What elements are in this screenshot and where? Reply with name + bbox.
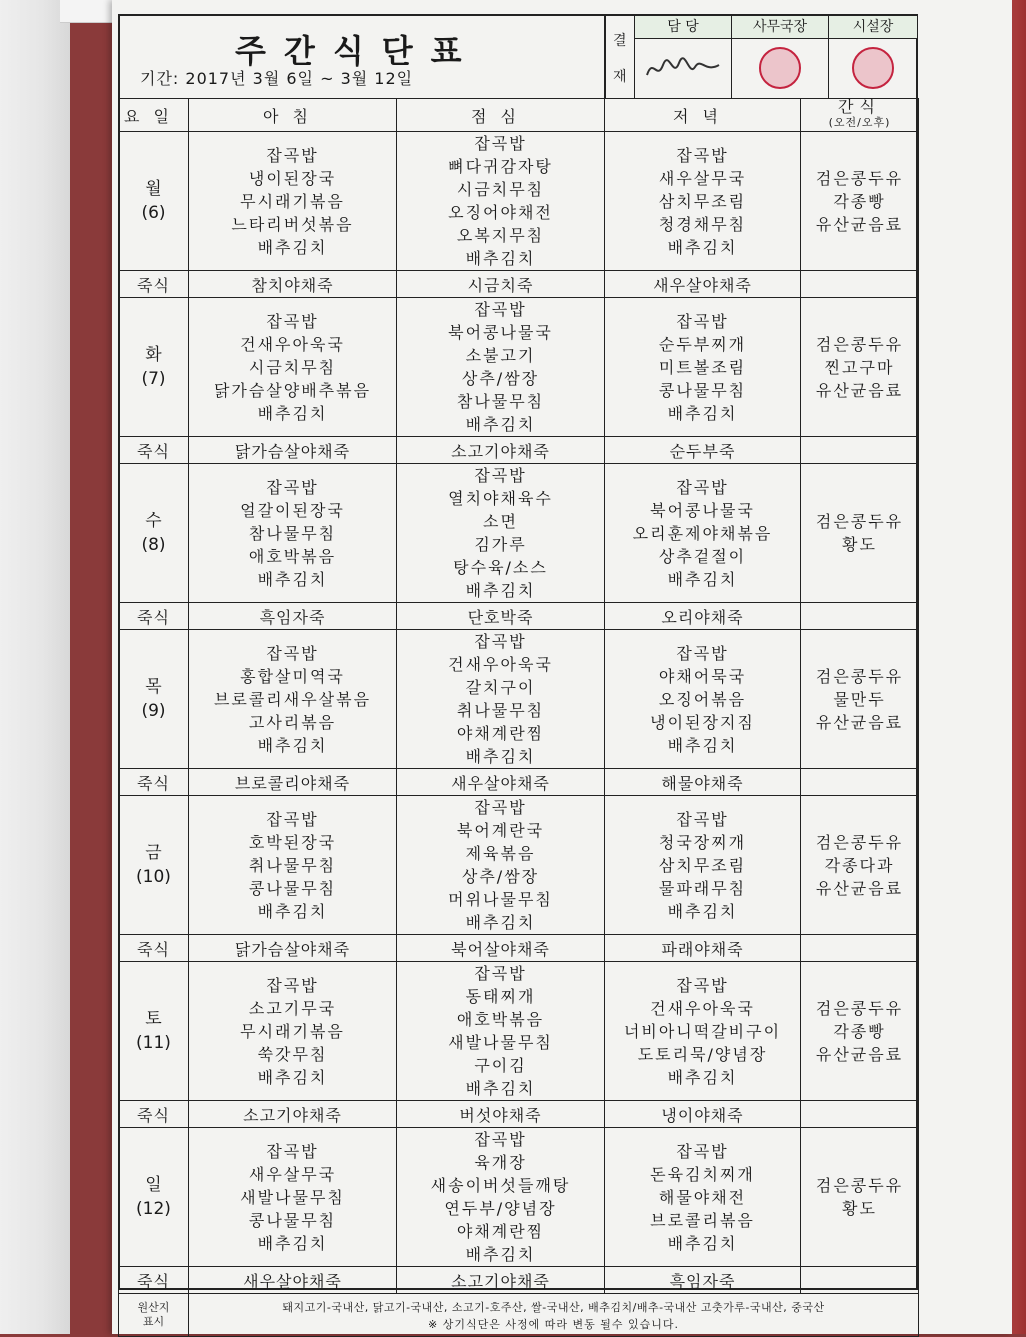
menu-item: 찐고구마	[824, 357, 895, 377]
menu-item: 야채계란찜	[456, 1222, 545, 1241]
porridge-dinner: 오리야채죽	[605, 603, 801, 630]
menu-item: 잡곡밥	[676, 643, 729, 663]
approval-col-head	[829, 16, 917, 98]
menu-item: 상추/쌈장	[461, 369, 540, 388]
porridge-lunch: 단호박죽	[397, 603, 605, 630]
day-row	[119, 796, 919, 935]
dinner-cell	[605, 962, 801, 1101]
porridge-label: 죽식	[119, 769, 189, 796]
menu-item: 각종빵	[833, 191, 886, 211]
menu-item: 잡곡밥	[266, 1141, 319, 1161]
day-row	[119, 630, 919, 769]
menu-item: 삼치무조림	[658, 855, 747, 875]
header-day: 요일	[119, 99, 189, 132]
menu-item: 시금치무침	[248, 357, 337, 377]
lunch-cell	[397, 962, 605, 1101]
weekly-menu-table	[118, 98, 919, 1337]
menu-item: 배추김치	[257, 1067, 328, 1087]
menu-item: 배추김치	[465, 913, 536, 932]
day-date: (6)	[141, 203, 166, 223]
day-row	[119, 132, 919, 271]
menu-item: 오복지무침	[456, 226, 545, 245]
porridge-dinner: 파래야채죽	[605, 935, 801, 962]
day-cell	[119, 630, 189, 769]
snack-cell	[801, 1128, 919, 1267]
menu-item: 배추김치	[667, 1067, 738, 1087]
menu-item: 북어콩나물국	[650, 500, 755, 520]
signature-scribble	[643, 51, 723, 85]
menu-item: 황도	[842, 535, 877, 554]
menu-item: 배추김치	[667, 569, 738, 589]
origin-label-bottom: 표시	[142, 1315, 165, 1328]
porridge-snack-empty	[801, 1101, 919, 1128]
menu-item: 연두부/양념장	[444, 1199, 557, 1218]
seal-stamp-icon	[759, 47, 801, 89]
porridge-lunch: 새우살야채죽	[397, 769, 605, 796]
menu-item: 잡곡밥	[676, 311, 729, 331]
lunch-cell	[397, 132, 605, 271]
porridge-row	[119, 1101, 919, 1128]
dinner-cell	[605, 132, 801, 271]
day-name: 월	[145, 179, 162, 199]
porridge-lunch: 버섯야채죽	[397, 1101, 605, 1128]
menu-item: 각종빵	[833, 1021, 886, 1041]
approval-side-label-top: 결	[613, 33, 627, 49]
day-cell	[119, 298, 189, 437]
menu-item: 상추/쌈장	[461, 867, 540, 886]
menu-item: 배추김치	[257, 1233, 328, 1253]
menu-item: 잡곡밥	[266, 311, 319, 331]
menu-item: 배추김치	[257, 569, 328, 589]
day-row	[119, 464, 919, 603]
snack-cell	[801, 962, 919, 1101]
menu-item: 새송이버섯들깨탕	[430, 1176, 571, 1195]
porridge-row	[119, 603, 919, 630]
header-snack-label: 간식	[838, 97, 881, 116]
menu-item: 콩나물무침	[658, 380, 747, 400]
dinner-cell	[605, 1128, 801, 1267]
menu-item: 잡곡밥	[474, 134, 527, 153]
porridge-breakfast: 새우살야채죽	[189, 1267, 397, 1294]
day-row	[119, 962, 919, 1101]
menu-item: 냉이된장국	[248, 168, 337, 188]
snack-cell	[801, 132, 919, 271]
menu-item: 취나물무침	[456, 701, 545, 720]
head-seal	[829, 39, 917, 97]
day-name: 금	[145, 843, 162, 863]
menu-item: 취나물무침	[248, 855, 337, 875]
day-cell	[119, 132, 189, 271]
menu-item: 오징어볶음	[658, 689, 747, 709]
lunch-cell	[397, 1128, 605, 1267]
header-dinner: 저녁	[605, 99, 801, 132]
porridge-label: 죽식	[119, 603, 189, 630]
porridge-breakfast: 참치야채죽	[189, 271, 397, 298]
porridge-label: 죽식	[119, 437, 189, 464]
menu-item: 청국장찌개	[658, 832, 747, 852]
origin-label-top: 원산지	[137, 1301, 170, 1314]
header-lunch: 점심	[397, 99, 605, 132]
menu-item: 탕수육/소스	[453, 558, 548, 577]
lunch-cell	[397, 796, 605, 935]
menu-item: 잡곡밥	[266, 809, 319, 829]
porridge-snack-empty	[801, 437, 919, 464]
menu-item: 김가루	[474, 535, 527, 554]
menu-item: 배추김치	[257, 237, 328, 257]
menu-item: 잡곡밥	[676, 975, 729, 995]
menu-item: 홍합살미역국	[240, 666, 345, 686]
menu-item: 브로콜리볶음	[650, 1210, 755, 1230]
menu-item: 유산균음료	[815, 878, 904, 898]
porridge-label: 죽식	[119, 271, 189, 298]
menu-item: 배추김치	[667, 237, 738, 257]
menu-item: 잡곡밥	[474, 632, 527, 651]
menu-item: 검은콩두유	[815, 512, 904, 531]
approval-side-label-bottom: 재	[613, 69, 627, 85]
day-cell	[119, 464, 189, 603]
menu-item: 소고기무국	[248, 998, 337, 1018]
porridge-dinner: 새우살야채죽	[605, 271, 801, 298]
menu-item: 잡곡밥	[266, 477, 319, 497]
porridge-label: 죽식	[119, 935, 189, 962]
menu-item: 닭가슴살양배추볶음	[213, 380, 372, 400]
approval-side-label	[606, 16, 635, 98]
table-header-row	[119, 99, 919, 132]
background-desk	[0, 0, 70, 1334]
menu-item: 뼈다귀감자탕	[448, 157, 553, 176]
menu-item: 유산균음료	[815, 712, 904, 732]
menu-item: 배추김치	[465, 249, 536, 268]
day-name: 화	[145, 345, 162, 365]
porridge-breakfast: 브로콜리야채죽	[189, 769, 397, 796]
manager-signature	[635, 39, 731, 97]
menu-item: 도토리묵/양념장	[637, 1044, 768, 1064]
menu-item: 순두부찌개	[658, 334, 747, 354]
lunch-cell	[397, 630, 605, 769]
porridge-snack-empty	[801, 769, 919, 796]
menu-item: 무시래기볶음	[240, 1021, 345, 1041]
porridge-row	[119, 769, 919, 796]
porridge-breakfast: 닭가슴살야채죽	[189, 935, 397, 962]
breakfast-cell	[189, 132, 397, 271]
menu-item: 머위나물무침	[448, 890, 553, 909]
porridge-row	[119, 271, 919, 298]
menu-item: 배추김치	[465, 747, 536, 766]
porridge-lunch: 북어살야채죽	[397, 935, 605, 962]
menu-item: 삼치무조림	[658, 191, 747, 211]
menu-item: 새발나물무침	[240, 1187, 345, 1207]
porridge-breakfast: 소고기야채죽	[189, 1101, 397, 1128]
menu-item: 애호박볶음	[456, 1010, 545, 1029]
porridge-dinner: 순두부죽	[605, 437, 801, 464]
menu-item: 잡곡밥	[676, 1141, 729, 1161]
menu-item: 검은콩두유	[815, 168, 904, 188]
porridge-label: 죽식	[119, 1267, 189, 1294]
snack-cell	[801, 464, 919, 603]
porridge-label: 죽식	[119, 1101, 189, 1128]
menu-item: 너비아니떡갈비구이	[623, 1021, 782, 1041]
menu-item: 구이김	[474, 1056, 527, 1075]
menu-item: 건새우아욱국	[650, 998, 755, 1018]
porridge-breakfast: 닭가슴살야채죽	[189, 437, 397, 464]
menu-item: 해물야채전	[658, 1187, 747, 1207]
lunch-cell	[397, 464, 605, 603]
menu-item: 소불고기	[465, 346, 536, 365]
menu-item: 잡곡밥	[266, 643, 319, 663]
menu-item: 동태찌개	[465, 987, 536, 1006]
menu-item: 돈육김치찌개	[650, 1164, 755, 1184]
menu-item: 잡곡밥	[676, 477, 729, 497]
menu-item: 육개장	[474, 1153, 527, 1172]
day-date: (8)	[141, 535, 166, 555]
dinner-cell	[605, 464, 801, 603]
menu-item: 잡곡밥	[676, 145, 729, 165]
menu-item: 배추김치	[667, 735, 738, 755]
day-date: (10)	[136, 867, 171, 887]
approval-col-director	[732, 16, 829, 98]
header-breakfast: 아침	[189, 99, 397, 132]
menu-item: 배추김치	[257, 403, 328, 423]
menu-item: 배추김치	[257, 901, 328, 921]
origin-row	[119, 1294, 919, 1337]
menu-item: 배추김치	[257, 735, 328, 755]
snack-cell	[801, 298, 919, 437]
menu-item: 무시래기볶음	[240, 191, 345, 211]
dinner-cell	[605, 298, 801, 437]
dinner-cell	[605, 796, 801, 935]
menu-item: 잡곡밥	[474, 798, 527, 817]
breakfast-cell	[189, 962, 397, 1101]
header-snack-sub: (오전/오후)	[828, 116, 891, 129]
seal-stamp-icon	[852, 47, 894, 89]
day-name: 토	[145, 1009, 162, 1029]
breakfast-cell	[189, 796, 397, 935]
day-date: (9)	[141, 701, 166, 721]
lunch-cell	[397, 298, 605, 437]
porridge-dinner: 흑임자죽	[605, 1267, 801, 1294]
menu-item: 참나물무침	[248, 523, 337, 543]
origin-label	[119, 1294, 189, 1337]
menu-item: 야채계란찜	[456, 724, 545, 743]
menu-period: 기간: 2017년 3월 6일 ~ 3월 12일	[140, 69, 414, 88]
menu-item: 제육볶음	[465, 844, 536, 863]
menu-item: 물파래무침	[658, 878, 747, 898]
day-date: (12)	[136, 1199, 171, 1219]
menu-item: 배추김치	[465, 1079, 536, 1098]
menu-item: 호박된장국	[248, 832, 337, 852]
menu-item: 잡곡밥	[474, 466, 527, 485]
day-row	[119, 298, 919, 437]
porridge-snack-empty	[801, 1267, 919, 1294]
menu-item: 느타리버섯볶음	[231, 214, 354, 234]
menu-item: 배추김치	[667, 1233, 738, 1253]
menu-item: 배추김치	[465, 581, 536, 600]
change-notice: ※ 상기식단은 사정에 따라 변동 될수 있습니다.	[428, 1317, 679, 1331]
breakfast-cell	[189, 630, 397, 769]
day-name: 수	[145, 511, 162, 531]
header-snack	[801, 99, 919, 132]
menu-item: 검은콩두유	[815, 998, 904, 1018]
director-seal	[732, 39, 828, 97]
porridge-snack-empty	[801, 603, 919, 630]
approval-box	[604, 16, 918, 98]
menu-item: 시금치무침	[456, 180, 545, 199]
menu-item: 북어계란국	[456, 821, 545, 840]
menu-item: 잡곡밥	[266, 975, 319, 995]
menu-item: 오리훈제야채볶음	[632, 523, 773, 543]
menu-item: 잡곡밥	[676, 809, 729, 829]
origin-text: 돼지고기-국내산, 닭고기-국내산, 소고기-호주산, 쌀-국내산, 배추김치/배추-국내산 고춧가루-국내산, 중국산	[282, 1300, 825, 1314]
menu-item: 잡곡밥	[266, 145, 319, 165]
snack-cell	[801, 630, 919, 769]
porridge-row	[119, 437, 919, 464]
approval-header-head: 시설장	[829, 16, 917, 39]
breakfast-cell	[189, 1128, 397, 1267]
menu-item: 콩나물무침	[248, 1210, 337, 1230]
day-name: 일	[145, 1175, 162, 1195]
approval-col-manager	[635, 16, 732, 98]
menu-item: 잡곡밥	[474, 300, 527, 319]
menu-item: 새우살무국	[658, 168, 747, 188]
menu-item: 황도	[842, 1199, 877, 1218]
menu-item: 잡곡밥	[474, 1130, 527, 1149]
menu-item: 건새우아욱국	[448, 655, 553, 674]
porridge-row	[119, 1267, 919, 1294]
day-date: (7)	[141, 369, 166, 389]
menu-item: 각종다과	[824, 855, 895, 875]
menu-item: 북어콩나물국	[448, 323, 553, 342]
menu-item: 참나물무침	[456, 392, 545, 411]
porridge-dinner: 해물야채죽	[605, 769, 801, 796]
snack-cell	[801, 796, 919, 935]
menu-item: 상추겉절이	[658, 546, 747, 566]
menu-item: 검은콩두유	[815, 832, 904, 852]
porridge-lunch: 시금치죽	[397, 271, 605, 298]
menu-item: 쑥갓무침	[257, 1044, 328, 1064]
menu-item: 검은콩두유	[815, 666, 904, 686]
menu-item: 열치야채육수	[448, 489, 553, 508]
menu-item: 잡곡밥	[474, 964, 527, 983]
menu-item: 콩나물무침	[248, 878, 337, 898]
breakfast-cell	[189, 298, 397, 437]
porridge-snack-empty	[801, 935, 919, 962]
menu-item: 물만두	[833, 689, 886, 709]
day-cell	[119, 796, 189, 935]
porridge-row	[119, 935, 919, 962]
menu-item: 애호박볶음	[248, 546, 337, 566]
day-date: (11)	[136, 1033, 171, 1053]
menu-item: 새우살무국	[248, 1164, 337, 1184]
porridge-lunch: 소고기야채죽	[397, 1267, 605, 1294]
dinner-cell	[605, 630, 801, 769]
menu-item: 새발나물무침	[448, 1033, 553, 1052]
menu-item: 배추김치	[465, 415, 536, 434]
day-cell	[119, 962, 189, 1101]
menu-item: 오징어야채전	[448, 203, 553, 222]
menu-item: 배추김치	[465, 1245, 536, 1264]
menu-item: 냉이된장지짐	[650, 712, 755, 732]
approval-header-manager: 담 당	[635, 16, 731, 39]
menu-item: 야채어묵국	[658, 666, 747, 686]
menu-item: 건새우아욱국	[240, 334, 345, 354]
menu-item: 배추김치	[667, 901, 738, 921]
breakfast-cell	[189, 464, 397, 603]
day-row	[119, 1128, 919, 1267]
menu-item: 검은콩두유	[815, 1176, 904, 1195]
porridge-lunch: 소고기야채죽	[397, 437, 605, 464]
menu-item: 미트볼조림	[658, 357, 747, 377]
day-name: 목	[145, 677, 162, 697]
menu-item: 고사리볶음	[248, 712, 337, 732]
menu-item: 유산균음료	[815, 380, 904, 400]
day-cell	[119, 1128, 189, 1267]
page-title: 주간식단표	[235, 32, 480, 70]
porridge-dinner: 냉이야채죽	[605, 1101, 801, 1128]
menu-item: 청경채무침	[658, 214, 747, 234]
menu-item: 유산균음료	[815, 1044, 904, 1064]
origin-info	[189, 1294, 919, 1337]
menu-item: 브로콜리새우살볶음	[213, 689, 372, 709]
menu-item: 배추김치	[667, 403, 738, 423]
porridge-snack-empty	[801, 271, 919, 298]
menu-item: 검은콩두유	[815, 334, 904, 354]
approval-header-director: 사무국장	[732, 16, 828, 39]
menu-item: 소면	[483, 512, 518, 531]
porridge-breakfast: 흑임자죽	[189, 603, 397, 630]
menu-item: 갈치구이	[465, 678, 536, 697]
menu-item: 얼갈이된장국	[240, 500, 345, 520]
menu-item: 유산균음료	[815, 214, 904, 234]
